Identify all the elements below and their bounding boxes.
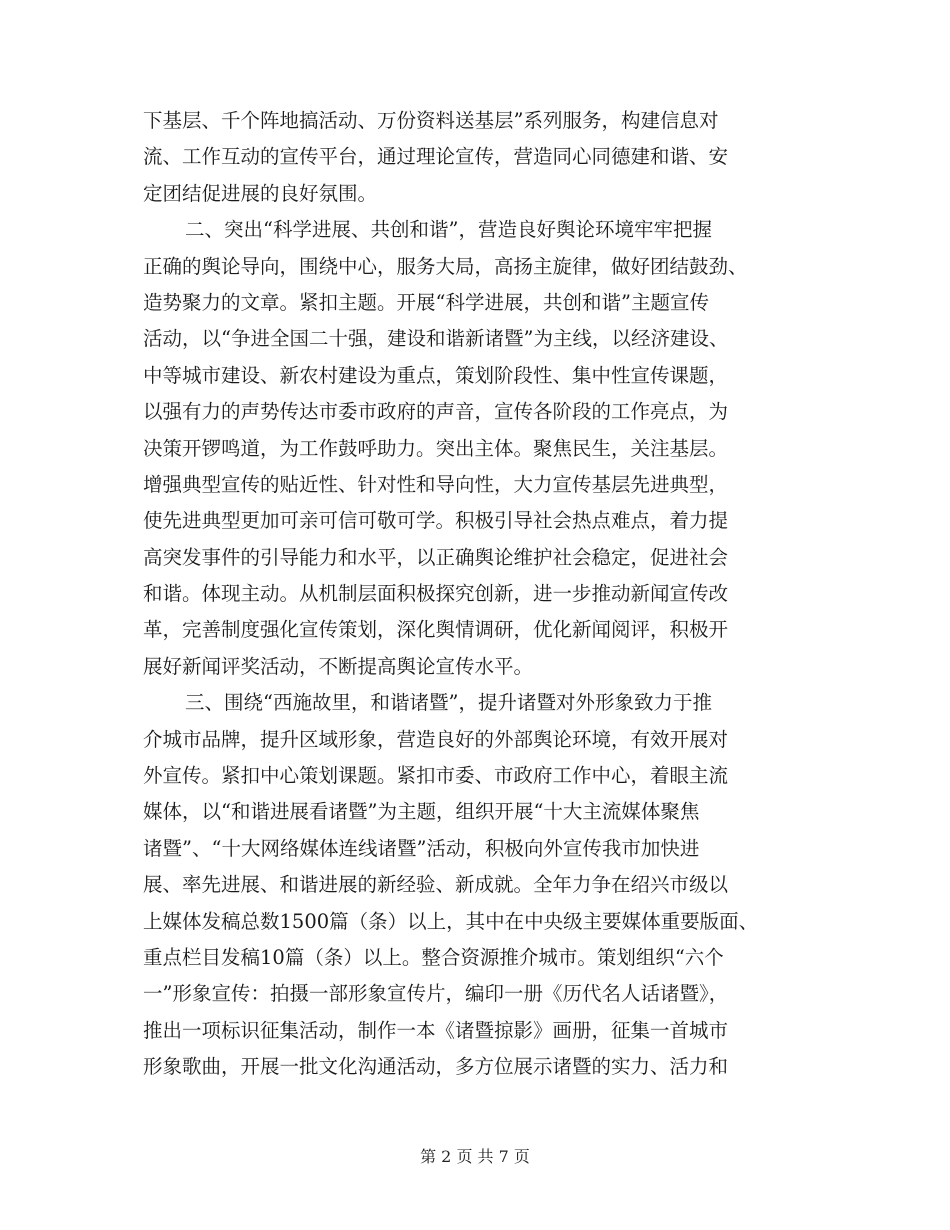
text-line: 重点栏目发稿10篇（条）以上。整合资源推介城市。策划组织“六个 bbox=[143, 945, 724, 969]
text-line: 造势聚力的文章。紧扣主题。开展“科学进展，共创和谐”主题宣传 bbox=[143, 290, 709, 314]
document-body bbox=[143, 103, 823, 1086]
text-line: 二、突出“科学进展、共创和谐”，营造良好舆论环境牢牢把握 bbox=[185, 218, 712, 242]
text-line: 一”形象宣传：拍摄一部形象宣传片，编印一册《历代名人话诸暨》， bbox=[143, 982, 729, 1006]
text-line: 革，完善制度强化宣传策划，深化舆情调研，优化新闻阅评，积极开 bbox=[143, 618, 729, 642]
text-line: 形象歌曲，开展一批文化沟通活动，多方位展示诸暨的实力、活力和 bbox=[143, 1055, 729, 1079]
text-line: 以强有力的声势传达市委市政府的声音，宣传各阶段的工作亮点，为 bbox=[143, 400, 729, 424]
text-line: 诸暨”、“十大网络媒体连线诸暨”活动，积极向外宣传我市加快进 bbox=[143, 836, 700, 860]
text-line: 决策开锣鸣道，为工作鼓呼助力。突出主体。聚焦民生，关注基层。 bbox=[143, 436, 729, 460]
text-line: 高突发事件的引导能力和水平，以正确舆论维护社会稳定，促进社会 bbox=[143, 545, 729, 569]
text-line: 展好新闻评奖活动，不断提高舆论宣传水平。 bbox=[143, 654, 534, 678]
text-line: 展、率先进展、和谐进展的新经验、新成就。全年力争在绍兴市级以 bbox=[143, 873, 729, 897]
text-line: 中等城市建设、新农村建设为重点，策划阶段性、集中性宣传课题， bbox=[143, 363, 729, 387]
text-line: 媒体，以“和谐进展看诸暨”为主题，组织开展“十大主流媒体聚焦 bbox=[143, 800, 700, 824]
text-line: 上媒体发稿总数1500篇（条）以上，其中在中央级主要媒体重要版面、 bbox=[143, 909, 759, 933]
text-line: 外宣传。紧扣中心策划课题。紧扣市委、市政府工作中心，着眼主流 bbox=[143, 764, 729, 788]
text-line: 使先进典型更加可亲可信可敬可学。积极引导社会热点难点，着力提 bbox=[143, 509, 729, 533]
text-line: 流、工作互动的宣传平台，通过理论宣传，营造同心同德建和谐、安 bbox=[143, 145, 729, 169]
text-line: 下基层、千个阵地搞活动、万份资料送基层”系列服务，构建信息对 bbox=[143, 109, 719, 132]
text-line: 定团结促进展的良好氛围。 bbox=[143, 181, 378, 205]
page-footer: 第 2 页 共 7 页 bbox=[420, 1147, 530, 1166]
text-line: 三、围绕“西施故里，和谐诸暨”，提升诸暨对外形象致力于推 bbox=[185, 691, 712, 715]
text-line: 推出一项标识征集活动，制作一本《诸暨掠影》画册，征集一首城市 bbox=[143, 1018, 729, 1042]
text-line: 和谐。体现主动。从机制层面积极探究创新，进一步推动新闻宣传改 bbox=[143, 582, 729, 606]
text-line: 增强典型宣传的贴近性、针对性和导向性，大力宣传基层先进典型， bbox=[143, 472, 729, 496]
text-line: 正确的舆论导向，围绕中心，服务大局，高扬主旋律，做好团结鼓劲、 bbox=[143, 254, 748, 278]
text-line: 介城市品牌，提升区域形象，营造良好的外部舆论环境，有效开展对 bbox=[143, 727, 729, 751]
text-line: 活动，以“争进全国二十强，建设和谐新诸暨”为主线，以经济建设、 bbox=[143, 327, 729, 351]
